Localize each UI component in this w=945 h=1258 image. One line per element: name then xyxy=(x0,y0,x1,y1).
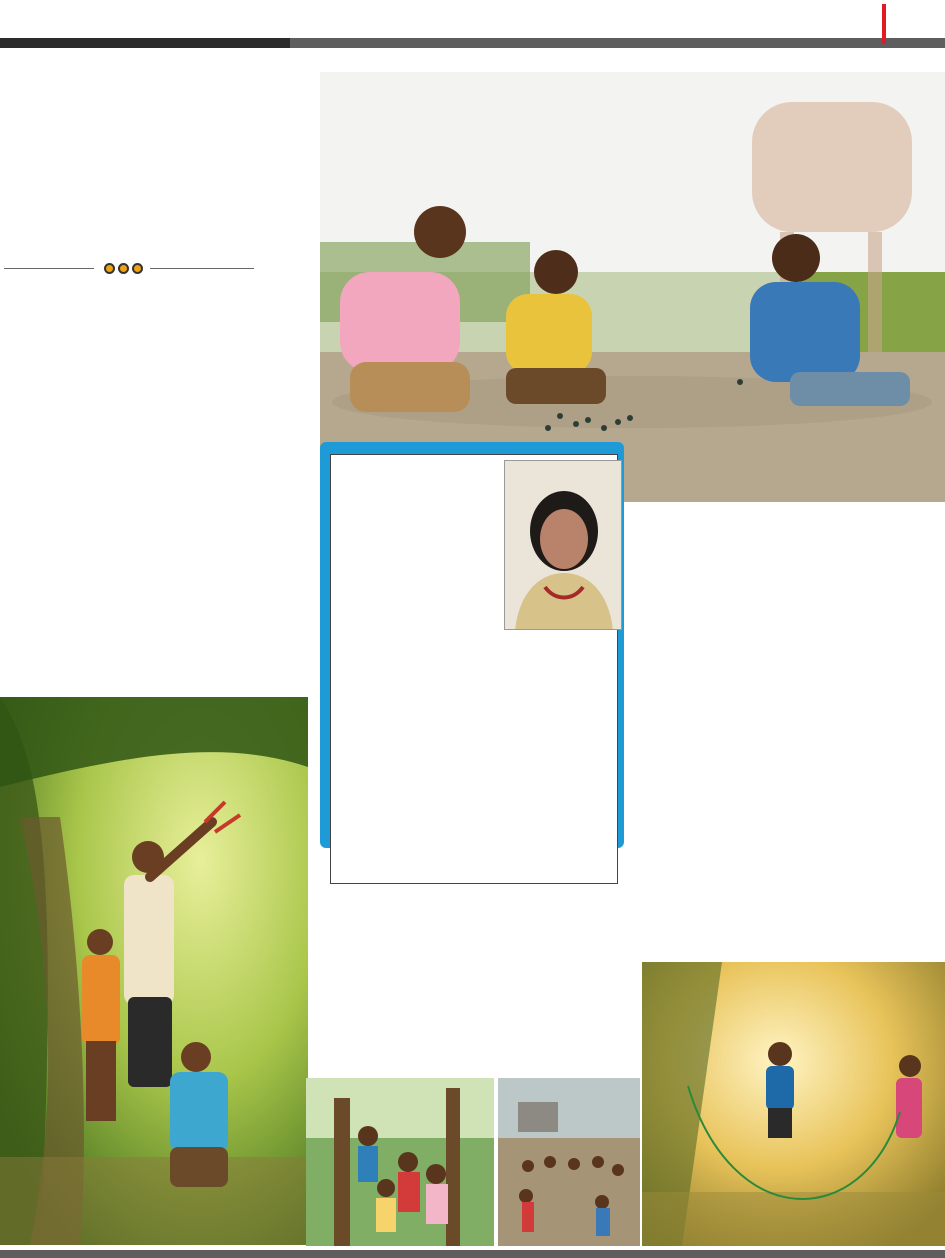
main-headline xyxy=(400,82,760,182)
author-role xyxy=(340,846,618,862)
col1-para3 xyxy=(4,674,310,694)
page-number-rule xyxy=(882,4,886,44)
publication-logo xyxy=(4,2,164,36)
col1-para2 xyxy=(4,470,310,640)
intro-deck xyxy=(4,64,314,246)
masthead-bar xyxy=(0,38,945,48)
col1-para1 xyxy=(4,290,310,438)
ornament-divider xyxy=(4,262,254,276)
masthead xyxy=(0,0,945,48)
footer-bar xyxy=(0,1250,945,1258)
photo-kids-circle xyxy=(498,1078,640,1246)
author-name xyxy=(360,826,616,842)
center-para xyxy=(320,886,630,1062)
page-number-block xyxy=(882,0,945,48)
feature-box-body xyxy=(338,512,618,822)
feature-box-title xyxy=(346,462,496,490)
photo-slingshot-kids xyxy=(0,697,308,1245)
col3-para3 xyxy=(644,760,942,950)
col3-para2 xyxy=(644,616,942,726)
col3-para1 xyxy=(644,532,942,584)
photo-kids-tree xyxy=(306,1078,494,1246)
photo-jump-rope xyxy=(642,962,945,1246)
